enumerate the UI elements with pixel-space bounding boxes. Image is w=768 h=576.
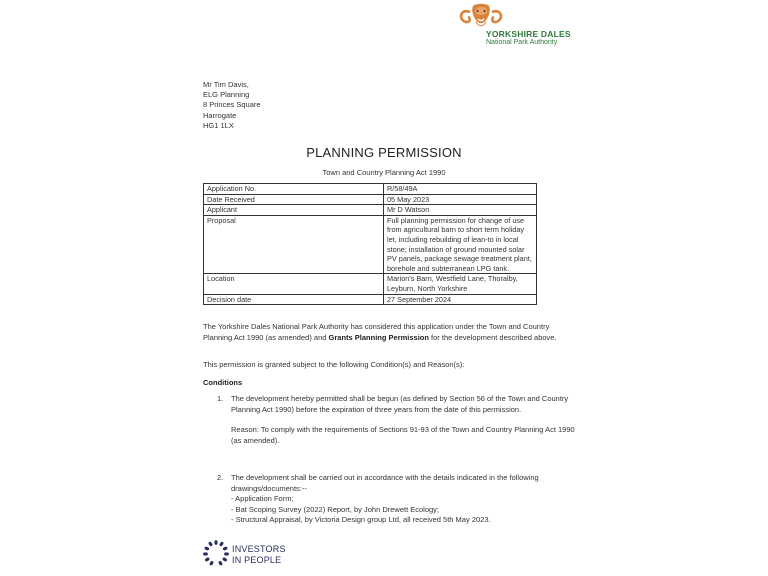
ydnpa-logo <box>456 2 576 48</box>
table-row <box>204 294 537 305</box>
row-label: Date Received <box>204 194 384 205</box>
recipient-address <box>203 80 261 131</box>
address-line: Mr Tim Davis, <box>203 80 249 89</box>
row-value: 05 May 2023 <box>384 194 537 205</box>
decision-text-end: for the development described above. <box>428 332 557 342</box>
iip-line1: INVESTORS <box>232 544 286 554</box>
condition-number: 1. <box>217 394 224 403</box>
row-value: Full planning permission for change of use from agricultural barn to short term holiday let, including rebuilding of lean-to in local stone; installation of ground mounted solar PV panels, package sewage treatment plant, borehole and subterranean LPG tank. <box>384 215 537 274</box>
decision-paragraph <box>203 322 563 343</box>
application-details-table <box>203 183 537 305</box>
condition-reason: Reason: To comply with the requirements of Sections 91-93 of the Town and Country Planning Act 1990 (as amended). <box>231 425 575 445</box>
row-value: Marion's Barn, Westfield Lane, Thoralby, Leyburn, North Yorkshire <box>384 274 537 294</box>
decision-grant-text: Grants Planning Permission <box>328 332 429 342</box>
iip-line2: IN PEOPLE <box>232 555 282 565</box>
row-label: Decision date <box>204 294 384 305</box>
table-row <box>204 215 537 274</box>
condition-document-item: - Bat Scoping Survey (2022) Report, by John Drewett Ecology; <box>231 504 440 514</box>
table-row <box>204 205 537 216</box>
condition-item <box>217 394 577 446</box>
condition-document-item: - Structural Appraisal, by Victoria Design group Ltd, all received 5th May 2023. <box>231 515 491 524</box>
row-label: Proposal <box>204 215 384 274</box>
ram-head-icon <box>456 2 506 30</box>
row-value: 27 September 2024 <box>384 294 537 305</box>
investors-in-people-logo <box>203 540 303 570</box>
decision-text: The Yorkshire Dales National Park Authority has considered this application under the Town and Country Planning Act 1990 (as amended) and <box>203 322 550 342</box>
table-row <box>204 274 537 294</box>
document-title: PLANNING PERMISSION <box>306 145 462 160</box>
row-value: Mr D Watson <box>384 205 537 216</box>
document-subtitle: Town and Country Planning Act 1990 <box>322 168 446 177</box>
address-line: ELG Planning <box>203 90 250 100</box>
row-label: Application No. <box>204 184 384 195</box>
laurel-wreath-icon <box>203 540 229 566</box>
org-subtitle: National Park Authority <box>486 39 558 46</box>
row-label: Location <box>204 274 384 294</box>
condition-text: The development shall be carried out in accordance with the details indicated in the following drawings/documents:-- <box>231 473 539 493</box>
table-row <box>204 194 537 205</box>
condition-item <box>217 473 577 526</box>
subject-line: This permission is granted subject to the following Condition(s) and Reason(s): <box>203 360 465 369</box>
address-line: HG1 1LX <box>203 120 234 130</box>
address-line: 8 Princes Square <box>203 100 261 110</box>
row-value: R/58/49A <box>384 184 537 195</box>
condition-text: The development hereby permitted shall be begun (as defined by Section 56 of the Town and Country Planning Act 1990) before the expiration of three years from the date of this permission. <box>231 394 569 414</box>
condition-number: 2. <box>217 473 224 482</box>
row-label: Applicant <box>204 205 384 216</box>
table-row <box>204 184 537 195</box>
address-line: Harrogate <box>203 110 237 120</box>
conditions-heading: Conditions <box>203 378 243 387</box>
org-name: YORKSHIRE DALES <box>486 29 571 39</box>
condition-document-item: - Application Form; <box>231 494 294 503</box>
